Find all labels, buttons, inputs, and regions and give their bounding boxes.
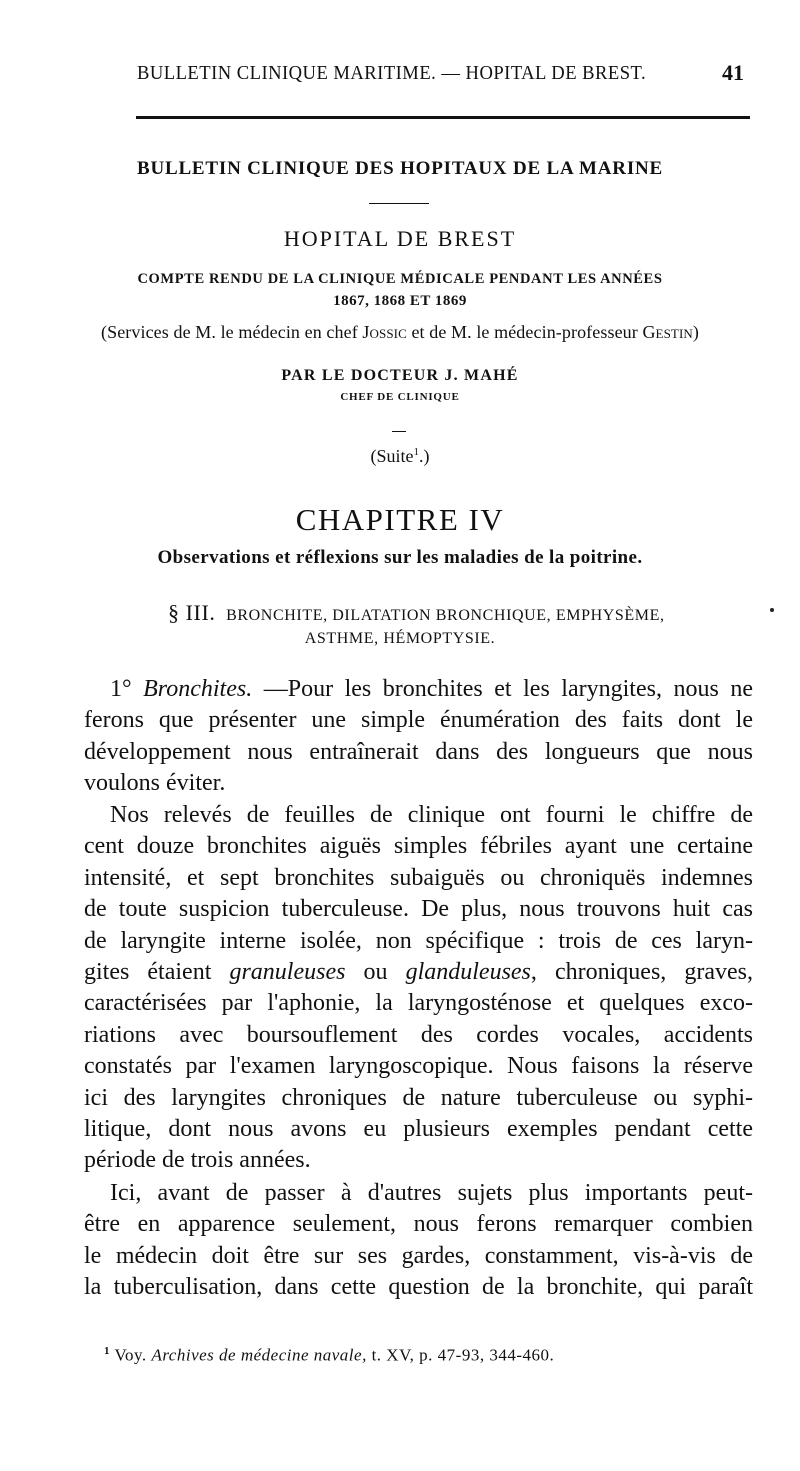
paragraph-line [84, 957, 753, 988]
services-middle: et de M. le médecin-professeur [406, 322, 643, 342]
paragraph-line: ferons que présenter une simple énumération des faits dont le [84, 707, 753, 734]
services-line [0, 322, 800, 343]
paragraph-text: , chroniques, graves, [530, 958, 753, 985]
services-name-gestin: Gestin [642, 322, 693, 342]
page-number: 41 [722, 60, 744, 85]
services-name-jossic: Jossic [362, 322, 407, 342]
paragraph-heading: Bronchites. [143, 676, 253, 702]
services-prefix: (Services de M. le médecin en chef [101, 322, 363, 342]
paragraph-line: riations avec boursouflement des cordes vocales, accidents [84, 1021, 753, 1048]
years-line: 1867, 1868 ET 1869 [333, 293, 467, 309]
section-mark: § [168, 600, 180, 625]
services-suffix: ) [692, 322, 699, 342]
paragraph-line: Ici, avant de passer à d'autres sujets plus importants peut- [110, 1180, 753, 1206]
paragraph-line: cent douze bronchites aiguës simples fébriles ayant une certaine [84, 833, 753, 860]
paragraph-text: gites étaient [84, 958, 230, 985]
footnote-source: Archives de médecine navale, [151, 1345, 367, 1365]
italic-term-granuleuses: granuleuses [229, 958, 346, 985]
footnote-rest: t. XV, p. 47-93, 344-460. [366, 1345, 555, 1365]
paragraph-ici [84, 1178, 753, 1304]
author-role: CHEF DE CLINIQUE [340, 391, 460, 403]
paragraph-line: période de trois années. [84, 1147, 311, 1174]
paragraph-text: —Pour les bronchites et les laryngites, nous ne [252, 676, 753, 702]
paragraph-line: constatés par l'examen laryngoscopique. Nous faisons la réserve [84, 1053, 753, 1080]
paragraph-line: de toute suspicion tuberculeuse. De plus, nous trouvons huit cas [84, 896, 753, 923]
chapter-subtitle: Observations et réflexions sur les maladies de la poitrine. [157, 547, 643, 568]
italic-term-glanduleuses: glanduleuses [405, 958, 531, 985]
paragraph-line: litique, dont nous avons eu plusieurs exemples pendant cette [84, 1115, 753, 1142]
author-line: PAR LE DOCTEUR J. MAHÉ [281, 367, 519, 384]
suite-end: .) [419, 446, 430, 466]
paragraph-text: ou [345, 958, 406, 985]
paragraph-line: Nos relevés de feuilles de clinique ont fourni le chiffre de [110, 802, 753, 828]
suite-text: (Suite [370, 446, 414, 466]
paragraph-line: être en apparence seulement, nous ferons remarquer combien [84, 1211, 753, 1238]
paragraph-line [84, 674, 753, 705]
section-heading [168, 600, 665, 626]
footnote-prefix: Voy. [110, 1345, 152, 1365]
separator-dash [392, 431, 406, 432]
paragraph-line: ici des laryngites chroniques de nature tuberculeuse ou syphi- [84, 1084, 753, 1111]
compte-rendu-line: COMPTE RENDU DE LA CLINIQUE MÉDICALE PENDANT LES ANNÉES [137, 271, 663, 287]
section-title-line1: BRONCHITE, DILATATION BRONCHIQUE, EMPHYSÈME, [226, 607, 665, 624]
bulletin-title: BULLETIN CLINIQUE DES HOPITAUX DE LA MARINE [136, 158, 664, 179]
paragraph-line: caractérisées par l'aphonie, la laryngosténose et quelques exco- [84, 990, 753, 1017]
paragraph-line: intensité, et sept bronchites subaiguës ou chroniquës indemnes [84, 864, 753, 891]
title-rule [369, 203, 429, 204]
paragraph-line: la tuberculisation, dans cette question de la bronchite, qui paraît [84, 1274, 753, 1301]
suite-line [0, 446, 800, 467]
paragraph-line: le médecin doit être sur ses gardes, constamment, vis-à-vis de [84, 1242, 753, 1269]
paragraph-line: développement nous entraînerait dans des longueurs que nous [84, 738, 753, 765]
section-title-line2: ASTHME, HÉMOPTYSIE. [304, 630, 496, 647]
section-number: III. [185, 600, 216, 625]
paragraph-bronchites [84, 674, 753, 800]
chapter-title: CHAPITRE IV [295, 502, 505, 537]
footnote [104, 1345, 554, 1366]
paragraph-releves [84, 800, 753, 1177]
hospital-title: HOPITAL DE BREST [283, 226, 517, 251]
margin-mark [770, 608, 774, 612]
paragraph-number: 1° [110, 676, 144, 702]
footnote-ref: 1 [104, 1345, 110, 1357]
running-head: BULLETIN CLINIQUE MARITIME. — HOPITAL DE BREST. [137, 62, 647, 84]
paragraph-line: voulons éviter. [84, 770, 226, 797]
paragraph-line: de laryngite interne isolée, non spécifique : trois de ces laryn- [84, 927, 753, 954]
header-rule [136, 116, 750, 119]
suite-footnote-ref[interactable]: 1 [413, 446, 419, 458]
